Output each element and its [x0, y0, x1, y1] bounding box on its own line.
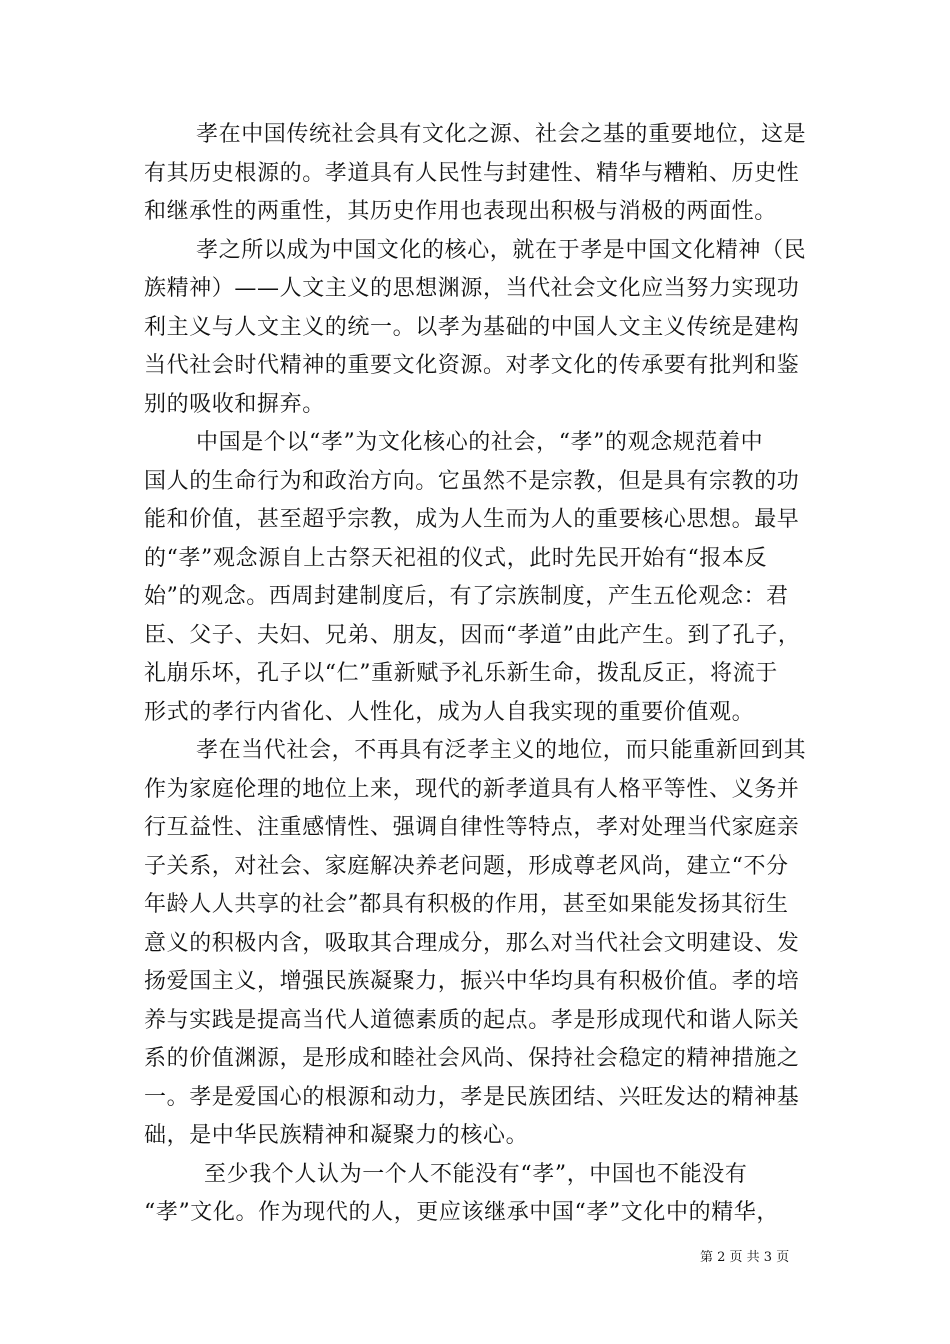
- document-body: [144, 116, 819, 1233]
- text-line: 孝之所以成为中国文化的核心，就在于孝是中国文化精神（民: [196, 237, 807, 263]
- text-line: 利主义与人文主义的统一。以孝为基础的中国人文主义传统是建构: [144, 314, 800, 340]
- paragraph-5: [144, 1156, 819, 1233]
- text-line: “孝”文化。作为现代的人，更应该继承中国“孝”文化中的精华，: [144, 1200, 779, 1225]
- page-number: 第 2 页 共 3 页: [700, 1250, 790, 1265]
- paragraph-3: [144, 424, 819, 732]
- text-line: 年龄人人共享的社会”都具有积极的作用，甚至如果能发扬其衍生: [144, 892, 789, 917]
- text-line: 至少我个人认为一个人不能没有“孝”，中国也不能没有: [204, 1161, 748, 1187]
- text-line: 养与实践是提高当代人道德素质的起点。孝是形成现代和谐人际关: [144, 1007, 800, 1033]
- text-line: 扬爱国主义，增强民族凝聚力，振兴中华均具有积极价值。孝的培: [144, 969, 800, 994]
- text-line: 臣、父子、夫妇、兄弟、朋友，因而“孝道”由此产生。到了孔子，: [144, 622, 801, 648]
- text-line: 族精神）——人文主义的思想渊源，当代社会文化应当努力实现功: [144, 276, 800, 301]
- paragraph-4: [144, 732, 819, 1156]
- text-line: 有其历史根源的。孝道具有人民性与封建性、精华与糟粕、历史性: [144, 160, 800, 186]
- text-line: 系的价值渊源，是形成和睦社会风尚、保持社会稳定的精神措施之: [144, 1046, 800, 1071]
- text-line: 国人的生命行为和政治方向。它虽然不是宗教，但是具有宗教的功: [144, 468, 800, 494]
- text-line: 的“孝”观念源自上古祭天祀祖的仪式，此时先民开始有“报本反: [144, 545, 768, 571]
- text-line: 能和价值，甚至超乎宗教，成为人生而为人的重要核心思想。最早: [144, 507, 800, 532]
- text-line: 孝在中国传统社会具有文化之源、社会之基的重要地位，这是: [196, 122, 807, 147]
- paragraph-2: [144, 232, 819, 425]
- text-line: 形式的孝行内省化、人性化，成为人自我实现的重要价值观。: [144, 699, 755, 725]
- text-line: 行互益性、注重感情性、强调自律性等特点，孝对处理当代家庭亲: [144, 815, 800, 840]
- text-line: 别的吸收和摒弃。: [144, 391, 325, 417]
- text-line: 始”的观念。西周封建制度后，有了宗族制度，产生五伦观念：君: [144, 584, 789, 609]
- paragraph-1: [144, 116, 819, 232]
- text-line: 意义的积极内含，吸取其合理成分，那么对当代社会文明建设、发: [144, 930, 800, 956]
- text-line: 孝在当代社会，不再具有泛孝主义的地位，而只能重新回到其: [196, 738, 807, 763]
- text-line: 子关系，对社会、家庭解决养老问题，形成尊老风尚，建立“不分: [144, 853, 789, 879]
- text-line: 作为家庭伦理的地位上来，现代的新孝道具有人格平等性、义务并: [144, 776, 800, 802]
- text-line: 当代社会时代精神的重要文化资源。对孝文化的传承要有批判和鉴: [144, 353, 800, 378]
- text-line: 础，是中华民族精神和凝聚力的核心。: [144, 1123, 529, 1148]
- text-line: 一。孝是爱国心的根源和动力，孝是民族团结、兴旺发达的精神基: [144, 1084, 800, 1110]
- text-line: 和继承性的两重性，其历史作用也表现出积极与消极的两面性。: [144, 199, 777, 224]
- text-line: 中国是个以“孝”为文化核心的社会，“孝”的观念规范着中: [196, 430, 764, 455]
- text-line: 礼崩乐坏，孔子以“仁”重新赋予礼乐新生命，拨乱反正，将流于: [144, 661, 778, 686]
